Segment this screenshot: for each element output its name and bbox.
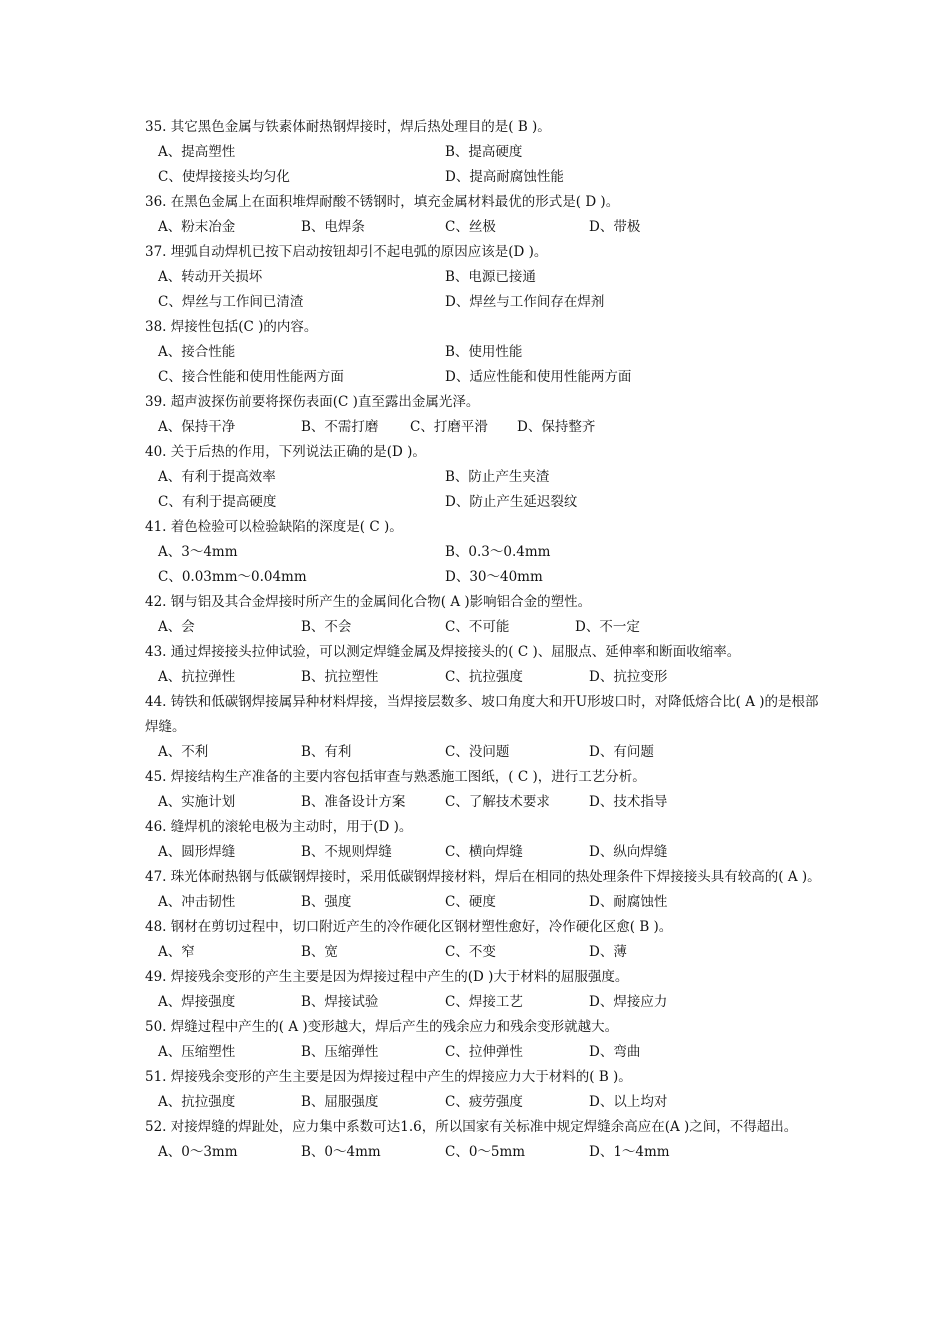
option-a: A、窄 xyxy=(158,944,195,960)
option-row xyxy=(145,365,825,390)
option-b: B、不需打磨 xyxy=(301,419,379,435)
question-39 xyxy=(145,390,825,440)
option-row xyxy=(145,565,825,590)
option-row xyxy=(145,615,825,640)
option-c: C、没问题 xyxy=(445,744,510,760)
question-47 xyxy=(145,865,825,915)
option-d: D、纵向焊缝 xyxy=(589,844,668,860)
option-d: D、耐腐蚀性 xyxy=(589,894,668,910)
question-50 xyxy=(145,1015,825,1065)
option-a: A、有利于提高效率 xyxy=(158,469,276,485)
option-a: A、抗拉弹性 xyxy=(158,669,236,685)
option-c: C、拉伸弹性 xyxy=(445,1044,523,1060)
option-c: C、横向焊缝 xyxy=(445,844,523,860)
question-text: 45. 焊接结构生产准备的主要内容包括审查与熟悉施工图纸，( C )，进行工艺分析。 xyxy=(145,769,646,785)
option-d: D、提高耐腐蚀性能 xyxy=(445,169,564,185)
option-b: B、0.3～0.4mm xyxy=(445,544,551,560)
option-row xyxy=(145,265,825,290)
option-b: B、防止产生夹渣 xyxy=(445,469,550,485)
question-text: 36. 在黑色金属上在面积堆焊耐酸不锈钢时，填充金属材料最优的形式是( D )。 xyxy=(145,194,620,210)
option-c: C、打磨平滑 xyxy=(410,419,488,435)
question-41 xyxy=(145,515,825,590)
question-38 xyxy=(145,315,825,390)
question-37 xyxy=(145,240,825,315)
option-d: D、1～4mm xyxy=(589,1144,670,1160)
question-40 xyxy=(145,440,825,515)
question-43 xyxy=(145,640,825,690)
option-d: D、30～40mm xyxy=(445,569,543,585)
option-d: D、以上均对 xyxy=(589,1094,668,1110)
question-48 xyxy=(145,915,825,965)
option-c: C、不变 xyxy=(445,944,496,960)
option-c: C、抗拉强度 xyxy=(445,669,523,685)
option-b: B、强度 xyxy=(301,894,352,910)
option-c: C、不可能 xyxy=(445,619,510,635)
option-d: D、抗拉变形 xyxy=(589,669,668,685)
option-b: B、有利 xyxy=(301,744,352,760)
option-c: C、焊接工艺 xyxy=(445,994,523,1010)
option-d: D、防止产生延迟裂纹 xyxy=(445,494,578,510)
option-d: D、适应性能和使用性能两方面 xyxy=(445,369,632,385)
option-row xyxy=(145,415,825,440)
question-list xyxy=(145,115,825,1165)
option-b: B、准备设计方案 xyxy=(301,794,406,810)
option-row xyxy=(145,290,825,315)
question-text: 49. 焊接残余变形的产生主要是因为焊接过程中产生的(D )大于材料的屈服强度。 xyxy=(145,969,629,985)
option-row xyxy=(145,840,825,865)
option-row xyxy=(145,890,825,915)
option-b: B、不规则焊缝 xyxy=(301,844,392,860)
option-d: D、弯曲 xyxy=(589,1044,641,1060)
option-a: A、0～3mm xyxy=(158,1144,238,1160)
question-text: 52. 对接焊缝的焊趾处，应力集中系数可达1.6，所以国家有关标准中规定焊缝余高应在(A )之间，不得超出。 xyxy=(145,1119,798,1135)
option-a: A、抗拉强度 xyxy=(158,1094,236,1110)
option-a: A、实施计划 xyxy=(158,794,236,810)
option-c: C、有利于提高硬度 xyxy=(158,494,277,510)
option-row xyxy=(145,215,825,240)
option-c: C、焊丝与工作间已清渣 xyxy=(158,294,304,310)
option-d: D、有问题 xyxy=(589,744,654,760)
question-44 xyxy=(145,690,825,765)
option-a: A、保持干净 xyxy=(158,419,236,435)
question-text: 44. 铸铁和低碳钢焊接属异种材料焊接，当焊接层数多、坡口角度大和开U形坡口时，对降低熔合比( A )的是根部焊缝。 xyxy=(145,694,819,735)
option-a: A、会 xyxy=(158,619,195,635)
question-49 xyxy=(145,965,825,1015)
option-b: B、使用性能 xyxy=(445,344,523,360)
option-a: A、压缩塑性 xyxy=(158,1044,236,1060)
option-row xyxy=(145,940,825,965)
option-b: B、不会 xyxy=(301,619,352,635)
question-text: 39. 超声波探伤前要将探伤表面(C )直至露出金属光泽。 xyxy=(145,394,480,410)
question-text: 35. 其它黑色金属与铁素体耐热钢焊接时，焊后热处理目的是( B )。 xyxy=(145,119,551,135)
option-d: D、技术指导 xyxy=(589,794,668,810)
option-c: C、硬度 xyxy=(445,894,496,910)
option-row xyxy=(145,465,825,490)
option-b: B、宽 xyxy=(301,944,338,960)
question-text: 51. 焊接残余变形的产生主要是因为焊接过程中产生的焊接应力大于材料的( B )。 xyxy=(145,1069,632,1085)
option-a: A、粉末冶金 xyxy=(158,219,236,235)
question-text: 41. 着色检验可以检验缺陷的深度是( C )。 xyxy=(145,519,403,535)
option-row xyxy=(145,1040,825,1065)
option-row xyxy=(145,1090,825,1115)
option-a: A、圆形焊缝 xyxy=(158,844,236,860)
option-c: C、丝极 xyxy=(445,219,496,235)
option-row xyxy=(145,990,825,1015)
option-a: A、冲击韧性 xyxy=(158,894,236,910)
option-b: B、电源已接通 xyxy=(445,269,536,285)
option-row xyxy=(145,490,825,515)
option-row xyxy=(145,140,825,165)
option-a: A、提高塑性 xyxy=(158,144,236,160)
option-row xyxy=(145,740,825,765)
question-51 xyxy=(145,1065,825,1115)
option-b: B、抗拉塑性 xyxy=(301,669,379,685)
option-d: D、带极 xyxy=(589,219,641,235)
option-d: D、不一定 xyxy=(575,619,640,635)
option-a: A、转动开关损坏 xyxy=(158,269,263,285)
option-d: D、焊接应力 xyxy=(589,994,668,1010)
option-d: D、焊丝与工作间存在焊剂 xyxy=(445,294,605,310)
option-c: C、0～5mm xyxy=(445,1144,526,1160)
question-text: 40. 关于后热的作用，下列说法正确的是(D )。 xyxy=(145,444,426,460)
option-c: C、了解技术要求 xyxy=(445,794,550,810)
option-c: C、接合性能和使用性能两方面 xyxy=(158,369,344,385)
option-b: B、焊接试验 xyxy=(301,994,379,1010)
question-text: 48. 钢材在剪切过程中，切口附近产生的冷作硬化区钢材塑性愈好，冷作硬化区愈( B )。 xyxy=(145,919,673,935)
question-36 xyxy=(145,190,825,240)
question-45 xyxy=(145,765,825,815)
question-35 xyxy=(145,115,825,190)
question-text: 50. 焊缝过程中产生的( A )变形越大，焊后产生的残余应力和残余变形就越大。 xyxy=(145,1019,619,1035)
option-c: C、使焊接接头均匀化 xyxy=(158,169,290,185)
option-b: B、提高硬度 xyxy=(445,144,523,160)
option-c: C、疲劳强度 xyxy=(445,1094,523,1110)
question-42 xyxy=(145,590,825,640)
question-52 xyxy=(145,1115,825,1165)
question-text: 38. 焊接性包括(C )的内容。 xyxy=(145,319,318,335)
question-text: 47. 珠光体耐热钢与低碳钢焊接时，采用低碳钢焊接材料，焊后在相同的热处理条件下焊接接头具有较高的( A )。 xyxy=(145,869,821,885)
question-46 xyxy=(145,815,825,865)
option-row xyxy=(145,1140,825,1165)
option-b: B、0～4mm xyxy=(301,1144,381,1160)
option-a: A、接合性能 xyxy=(158,344,236,360)
question-text: 42. 钢与铝及其合金焊接时所产生的金属间化合物( A )影响铝合金的塑性。 xyxy=(145,594,592,610)
option-a: A、焊接强度 xyxy=(158,994,236,1010)
question-text: 43. 通过焊接接头拉伸试验，可以测定焊缝金属及焊接接头的( C )、屈服点、延伸率和断面收缩率。 xyxy=(145,644,741,660)
option-row xyxy=(145,790,825,815)
option-c: C、0.03mm～0.04mm xyxy=(158,569,307,585)
option-row xyxy=(145,165,825,190)
question-text: 46. 缝焊机的滚轮电极为主动时，用于(D )。 xyxy=(145,819,413,835)
option-d: D、薄 xyxy=(589,944,627,960)
question-text: 37. 埋弧自动焊机已按下启动按钮却引不起电弧的原因应该是(D )。 xyxy=(145,244,548,260)
option-b: B、屈服强度 xyxy=(301,1094,379,1110)
option-row xyxy=(145,665,825,690)
option-a: A、不利 xyxy=(158,744,209,760)
option-b: B、电焊条 xyxy=(301,219,365,235)
option-b: B、压缩弹性 xyxy=(301,1044,379,1060)
option-a: A、3～4mm xyxy=(158,544,238,560)
option-d: D、保持整齐 xyxy=(517,419,596,435)
option-row xyxy=(145,340,825,365)
option-row xyxy=(145,540,825,565)
